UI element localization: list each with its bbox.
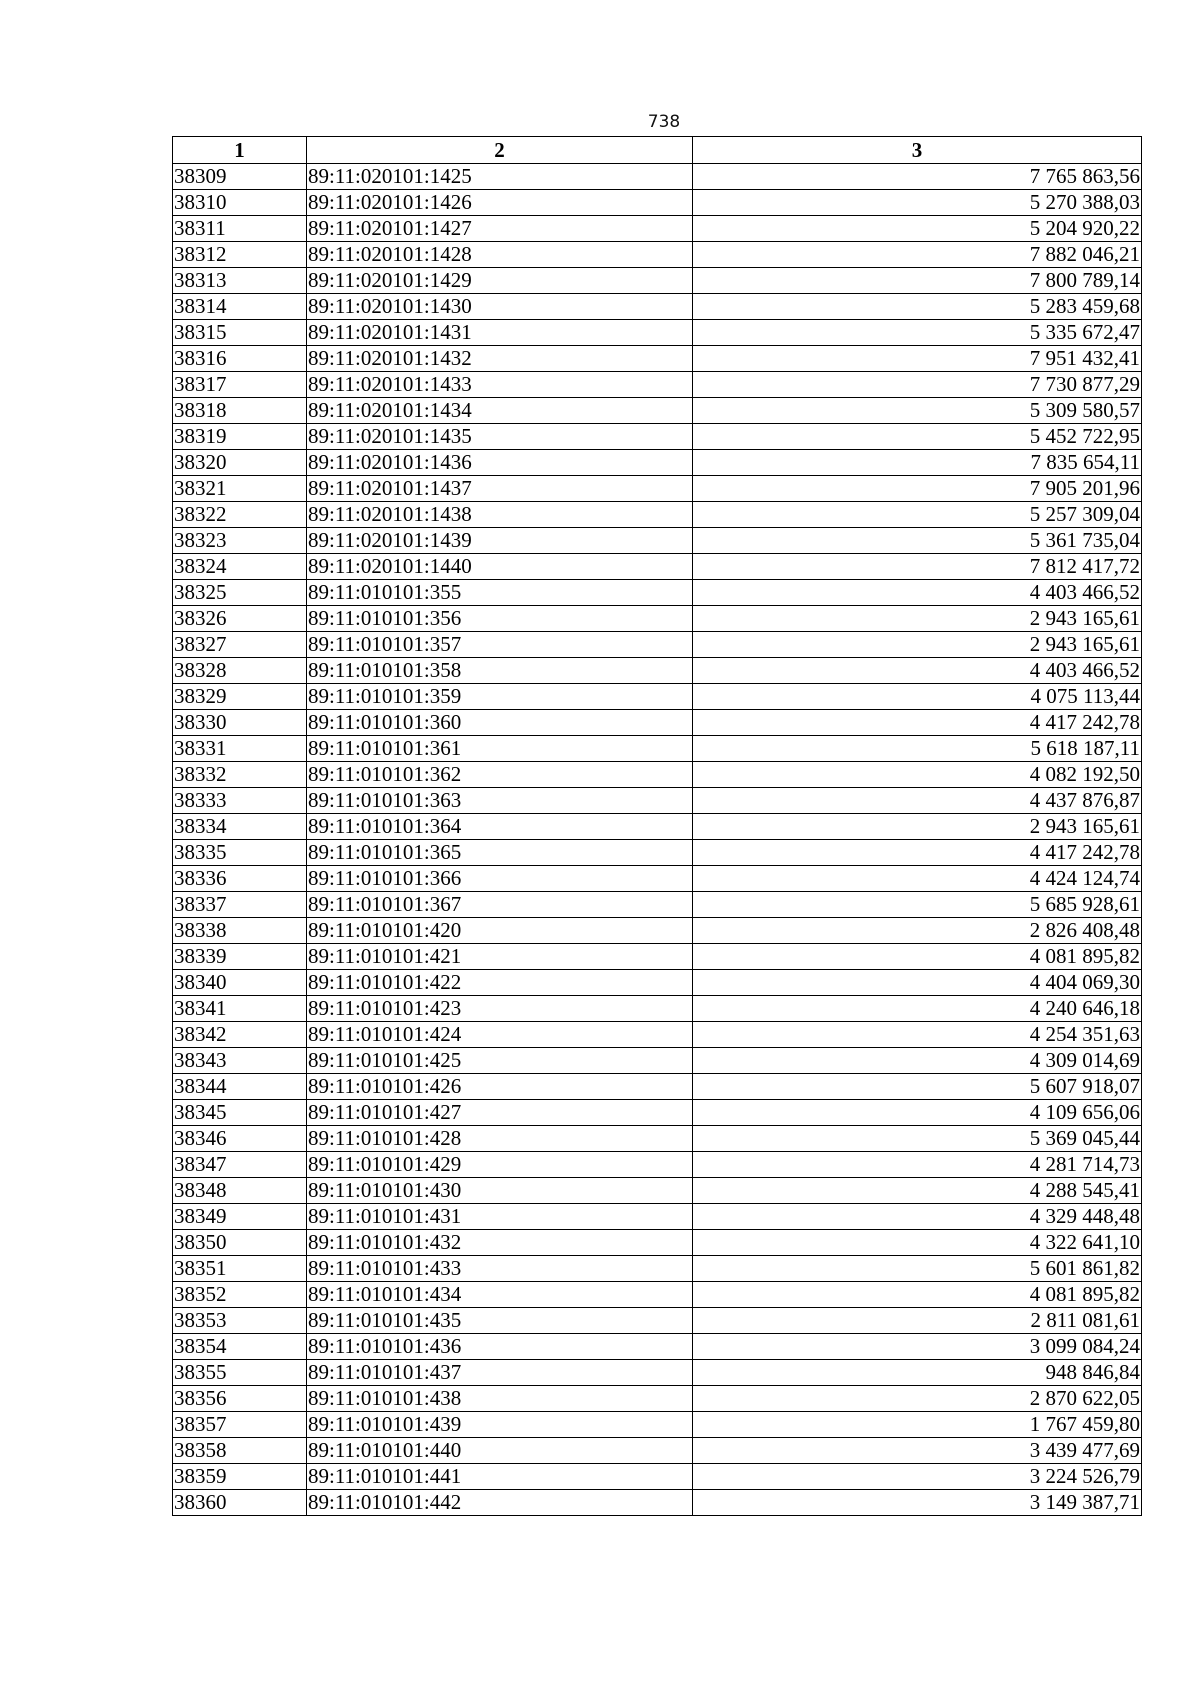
row-number-cell: 38320 xyxy=(173,450,307,476)
value-cell: 5 361 735,04 xyxy=(693,528,1142,554)
cadastral-number-cell: 89:11:010101:367 xyxy=(307,892,693,918)
row-number-cell: 38325 xyxy=(173,580,307,606)
table-row xyxy=(173,1464,1142,1490)
row-number-cell: 38324 xyxy=(173,554,307,580)
cadastral-number-cell: 89:11:010101:423 xyxy=(307,996,693,1022)
table-row xyxy=(173,424,1142,450)
table-row xyxy=(173,1074,1142,1100)
value-cell: 5 452 722,95 xyxy=(693,424,1142,450)
row-number-cell: 38338 xyxy=(173,918,307,944)
value-cell: 7 951 432,41 xyxy=(693,346,1142,372)
row-number-cell: 38321 xyxy=(173,476,307,502)
table-row xyxy=(173,450,1142,476)
value-cell: 4 081 895,82 xyxy=(693,944,1142,970)
value-cell: 2 826 408,48 xyxy=(693,918,1142,944)
table-row xyxy=(173,268,1142,294)
table-row xyxy=(173,1490,1142,1516)
cadastral-number-cell: 89:11:020101:1440 xyxy=(307,554,693,580)
table-row xyxy=(173,554,1142,580)
table-row xyxy=(173,1308,1142,1334)
cadastral-number-cell: 89:11:020101:1430 xyxy=(307,294,693,320)
cadastral-number-cell: 89:11:010101:421 xyxy=(307,944,693,970)
row-number-cell: 38312 xyxy=(173,242,307,268)
page-number: 738 xyxy=(647,112,681,132)
cadastral-number-cell: 89:11:010101:432 xyxy=(307,1230,693,1256)
row-number-cell: 38323 xyxy=(173,528,307,554)
cadastral-number-cell: 89:11:010101:438 xyxy=(307,1386,693,1412)
table-row xyxy=(173,814,1142,840)
cadastral-number-cell: 89:11:020101:1429 xyxy=(307,268,693,294)
table-row xyxy=(173,528,1142,554)
table-row xyxy=(173,320,1142,346)
value-cell: 3 439 477,69 xyxy=(693,1438,1142,1464)
table-row xyxy=(173,1256,1142,1282)
row-number-cell: 38327 xyxy=(173,632,307,658)
cadastral-number-cell: 89:11:020101:1432 xyxy=(307,346,693,372)
cadastral-number-cell: 89:11:010101:431 xyxy=(307,1204,693,1230)
row-number-cell: 38337 xyxy=(173,892,307,918)
column-header-2: 2 xyxy=(307,137,693,164)
row-number-cell: 38318 xyxy=(173,398,307,424)
value-cell: 4 424 124,74 xyxy=(693,866,1142,892)
cadastral-value-table xyxy=(172,136,1142,1516)
cadastral-number-cell: 89:11:010101:364 xyxy=(307,814,693,840)
row-number-cell: 38347 xyxy=(173,1152,307,1178)
value-cell: 948 846,84 xyxy=(693,1360,1142,1386)
table-row xyxy=(173,398,1142,424)
table-row xyxy=(173,216,1142,242)
value-cell: 4 288 545,41 xyxy=(693,1178,1142,1204)
table-row xyxy=(173,1100,1142,1126)
value-cell: 4 329 448,48 xyxy=(693,1204,1142,1230)
table-row xyxy=(173,1048,1142,1074)
row-number-cell: 38333 xyxy=(173,788,307,814)
table-row xyxy=(173,190,1142,216)
row-number-cell: 38348 xyxy=(173,1178,307,1204)
row-number-cell: 38336 xyxy=(173,866,307,892)
value-cell: 2 943 165,61 xyxy=(693,632,1142,658)
value-cell: 3 149 387,71 xyxy=(693,1490,1142,1516)
value-cell: 5 607 918,07 xyxy=(693,1074,1142,1100)
cadastral-number-cell: 89:11:010101:442 xyxy=(307,1490,693,1516)
cadastral-number-cell: 89:11:010101:359 xyxy=(307,684,693,710)
value-cell: 5 685 928,61 xyxy=(693,892,1142,918)
table-row xyxy=(173,1360,1142,1386)
value-cell: 7 905 201,96 xyxy=(693,476,1142,502)
value-cell: 4 082 192,50 xyxy=(693,762,1142,788)
cadastral-number-cell: 89:11:010101:441 xyxy=(307,1464,693,1490)
value-cell: 4 254 351,63 xyxy=(693,1022,1142,1048)
cadastral-number-cell: 89:11:010101:422 xyxy=(307,970,693,996)
cadastral-number-cell: 89:11:010101:356 xyxy=(307,606,693,632)
table-row xyxy=(173,1126,1142,1152)
value-cell: 5 369 045,44 xyxy=(693,1126,1142,1152)
row-number-cell: 38316 xyxy=(173,346,307,372)
cadastral-number-cell: 89:11:020101:1433 xyxy=(307,372,693,398)
table-row xyxy=(173,918,1142,944)
cadastral-number-cell: 89:11:010101:428 xyxy=(307,1126,693,1152)
row-number-cell: 38331 xyxy=(173,736,307,762)
table-header xyxy=(173,137,1142,164)
row-number-cell: 38334 xyxy=(173,814,307,840)
cadastral-number-cell: 89:11:010101:440 xyxy=(307,1438,693,1464)
table-row xyxy=(173,944,1142,970)
cadastral-number-cell: 89:11:010101:427 xyxy=(307,1100,693,1126)
value-cell: 4 404 069,30 xyxy=(693,970,1142,996)
value-cell: 2 943 165,61 xyxy=(693,606,1142,632)
cadastral-number-cell: 89:11:010101:439 xyxy=(307,1412,693,1438)
cadastral-number-cell: 89:11:020101:1435 xyxy=(307,424,693,450)
row-number-cell: 38359 xyxy=(173,1464,307,1490)
cadastral-number-cell: 89:11:020101:1438 xyxy=(307,502,693,528)
value-cell: 4 437 876,87 xyxy=(693,788,1142,814)
cadastral-number-cell: 89:11:020101:1427 xyxy=(307,216,693,242)
row-number-cell: 38358 xyxy=(173,1438,307,1464)
value-cell: 4 109 656,06 xyxy=(693,1100,1142,1126)
table-row xyxy=(173,788,1142,814)
value-cell: 7 765 863,56 xyxy=(693,164,1142,190)
cadastral-number-cell: 89:11:010101:433 xyxy=(307,1256,693,1282)
table-row xyxy=(173,632,1142,658)
cadastral-number-cell: 89:11:010101:365 xyxy=(307,840,693,866)
cadastral-number-cell: 89:11:020101:1425 xyxy=(307,164,693,190)
value-cell: 2 943 165,61 xyxy=(693,814,1142,840)
table-row xyxy=(173,1230,1142,1256)
value-cell: 3 099 084,24 xyxy=(693,1334,1142,1360)
value-cell: 4 417 242,78 xyxy=(693,710,1142,736)
cadastral-number-cell: 89:11:010101:434 xyxy=(307,1282,693,1308)
table-row xyxy=(173,1022,1142,1048)
table-row xyxy=(173,1204,1142,1230)
value-cell: 4 281 714,73 xyxy=(693,1152,1142,1178)
value-cell: 7 882 046,21 xyxy=(693,242,1142,268)
row-number-cell: 38329 xyxy=(173,684,307,710)
value-cell: 5 204 920,22 xyxy=(693,216,1142,242)
row-number-cell: 38343 xyxy=(173,1048,307,1074)
cadastral-number-cell: 89:11:010101:425 xyxy=(307,1048,693,1074)
table-row xyxy=(173,658,1142,684)
value-cell: 4 309 014,69 xyxy=(693,1048,1142,1074)
value-cell: 2 811 081,61 xyxy=(693,1308,1142,1334)
row-number-cell: 38340 xyxy=(173,970,307,996)
column-header-1: 1 xyxy=(173,137,307,164)
cadastral-number-cell: 89:11:010101:360 xyxy=(307,710,693,736)
value-cell: 5 335 672,47 xyxy=(693,320,1142,346)
table-row xyxy=(173,502,1142,528)
row-number-cell: 38344 xyxy=(173,1074,307,1100)
value-cell: 7 800 789,14 xyxy=(693,268,1142,294)
value-cell: 4 403 466,52 xyxy=(693,658,1142,684)
cadastral-number-cell: 89:11:010101:437 xyxy=(307,1360,693,1386)
row-number-cell: 38311 xyxy=(173,216,307,242)
row-number-cell: 38352 xyxy=(173,1282,307,1308)
table-row xyxy=(173,996,1142,1022)
row-number-cell: 38313 xyxy=(173,268,307,294)
cadastral-number-cell: 89:11:020101:1434 xyxy=(307,398,693,424)
row-number-cell: 38350 xyxy=(173,1230,307,1256)
value-cell: 4 081 895,82 xyxy=(693,1282,1142,1308)
value-cell: 4 322 641,10 xyxy=(693,1230,1142,1256)
table-row xyxy=(173,1178,1142,1204)
value-cell: 2 870 622,05 xyxy=(693,1386,1142,1412)
cadastral-number-cell: 89:11:020101:1428 xyxy=(307,242,693,268)
value-cell: 5 270 388,03 xyxy=(693,190,1142,216)
cadastral-number-cell: 89:11:010101:357 xyxy=(307,632,693,658)
row-number-cell: 38332 xyxy=(173,762,307,788)
value-cell: 5 283 459,68 xyxy=(693,294,1142,320)
table-row xyxy=(173,1334,1142,1360)
table-row xyxy=(173,346,1142,372)
row-number-cell: 38319 xyxy=(173,424,307,450)
cadastral-number-cell: 89:11:010101:366 xyxy=(307,866,693,892)
value-cell: 7 812 417,72 xyxy=(693,554,1142,580)
cadastral-number-cell: 89:11:020101:1431 xyxy=(307,320,693,346)
row-number-cell: 38330 xyxy=(173,710,307,736)
cadastral-number-cell: 89:11:020101:1436 xyxy=(307,450,693,476)
value-cell: 5 257 309,04 xyxy=(693,502,1142,528)
row-number-cell: 38342 xyxy=(173,1022,307,1048)
table-row xyxy=(173,476,1142,502)
cadastral-number-cell: 89:11:010101:435 xyxy=(307,1308,693,1334)
column-header-3: 3 xyxy=(693,137,1142,164)
row-number-cell: 38309 xyxy=(173,164,307,190)
value-cell: 1 767 459,80 xyxy=(693,1412,1142,1438)
cadastral-number-cell: 89:11:010101:429 xyxy=(307,1152,693,1178)
table-row xyxy=(173,866,1142,892)
value-cell: 4 240 646,18 xyxy=(693,996,1142,1022)
cadastral-number-cell: 89:11:020101:1439 xyxy=(307,528,693,554)
row-number-cell: 38345 xyxy=(173,1100,307,1126)
cadastral-number-cell: 89:11:010101:358 xyxy=(307,658,693,684)
cadastral-number-cell: 89:11:010101:420 xyxy=(307,918,693,944)
row-number-cell: 38339 xyxy=(173,944,307,970)
cadastral-number-cell: 89:11:010101:361 xyxy=(307,736,693,762)
row-number-cell: 38349 xyxy=(173,1204,307,1230)
table-row xyxy=(173,762,1142,788)
cadastral-number-cell: 89:11:010101:424 xyxy=(307,1022,693,1048)
table-row xyxy=(173,242,1142,268)
table-row xyxy=(173,1438,1142,1464)
table-row xyxy=(173,606,1142,632)
value-cell: 5 601 861,82 xyxy=(693,1256,1142,1282)
value-cell: 5 618 187,11 xyxy=(693,736,1142,762)
row-number-cell: 38353 xyxy=(173,1308,307,1334)
row-number-cell: 38317 xyxy=(173,372,307,398)
value-cell: 7 730 877,29 xyxy=(693,372,1142,398)
value-cell: 7 835 654,11 xyxy=(693,450,1142,476)
value-cell: 3 224 526,79 xyxy=(693,1464,1142,1490)
table-row xyxy=(173,1386,1142,1412)
table-body xyxy=(173,164,1142,1516)
table-row xyxy=(173,294,1142,320)
table-row xyxy=(173,684,1142,710)
table-row xyxy=(173,892,1142,918)
row-number-cell: 38356 xyxy=(173,1386,307,1412)
header-row xyxy=(173,137,1142,164)
row-number-cell: 38328 xyxy=(173,658,307,684)
value-cell: 4 403 466,52 xyxy=(693,580,1142,606)
value-cell: 4 417 242,78 xyxy=(693,840,1142,866)
value-cell: 4 075 113,44 xyxy=(693,684,1142,710)
cadastral-number-cell: 89:11:010101:362 xyxy=(307,762,693,788)
cadastral-number-cell: 89:11:010101:430 xyxy=(307,1178,693,1204)
row-number-cell: 38360 xyxy=(173,1490,307,1516)
cadastral-number-cell: 89:11:010101:436 xyxy=(307,1334,693,1360)
row-number-cell: 38326 xyxy=(173,606,307,632)
row-number-cell: 38335 xyxy=(173,840,307,866)
table-row xyxy=(173,1152,1142,1178)
row-number-cell: 38346 xyxy=(173,1126,307,1152)
row-number-cell: 38314 xyxy=(173,294,307,320)
table-row xyxy=(173,710,1142,736)
row-number-cell: 38315 xyxy=(173,320,307,346)
table-row xyxy=(173,970,1142,996)
table-row xyxy=(173,1412,1142,1438)
table-row xyxy=(173,372,1142,398)
row-number-cell: 38322 xyxy=(173,502,307,528)
cadastral-number-cell: 89:11:010101:355 xyxy=(307,580,693,606)
table-row xyxy=(173,840,1142,866)
row-number-cell: 38355 xyxy=(173,1360,307,1386)
row-number-cell: 38341 xyxy=(173,996,307,1022)
table-row xyxy=(173,580,1142,606)
cadastral-number-cell: 89:11:010101:426 xyxy=(307,1074,693,1100)
value-cell: 5 309 580,57 xyxy=(693,398,1142,424)
cadastral-number-cell: 89:11:020101:1437 xyxy=(307,476,693,502)
cadastral-number-cell: 89:11:010101:363 xyxy=(307,788,693,814)
table-row xyxy=(173,164,1142,190)
row-number-cell: 38351 xyxy=(173,1256,307,1282)
table-row xyxy=(173,736,1142,762)
table-row xyxy=(173,1282,1142,1308)
row-number-cell: 38310 xyxy=(173,190,307,216)
row-number-cell: 38357 xyxy=(173,1412,307,1438)
cadastral-number-cell: 89:11:020101:1426 xyxy=(307,190,693,216)
row-number-cell: 38354 xyxy=(173,1334,307,1360)
